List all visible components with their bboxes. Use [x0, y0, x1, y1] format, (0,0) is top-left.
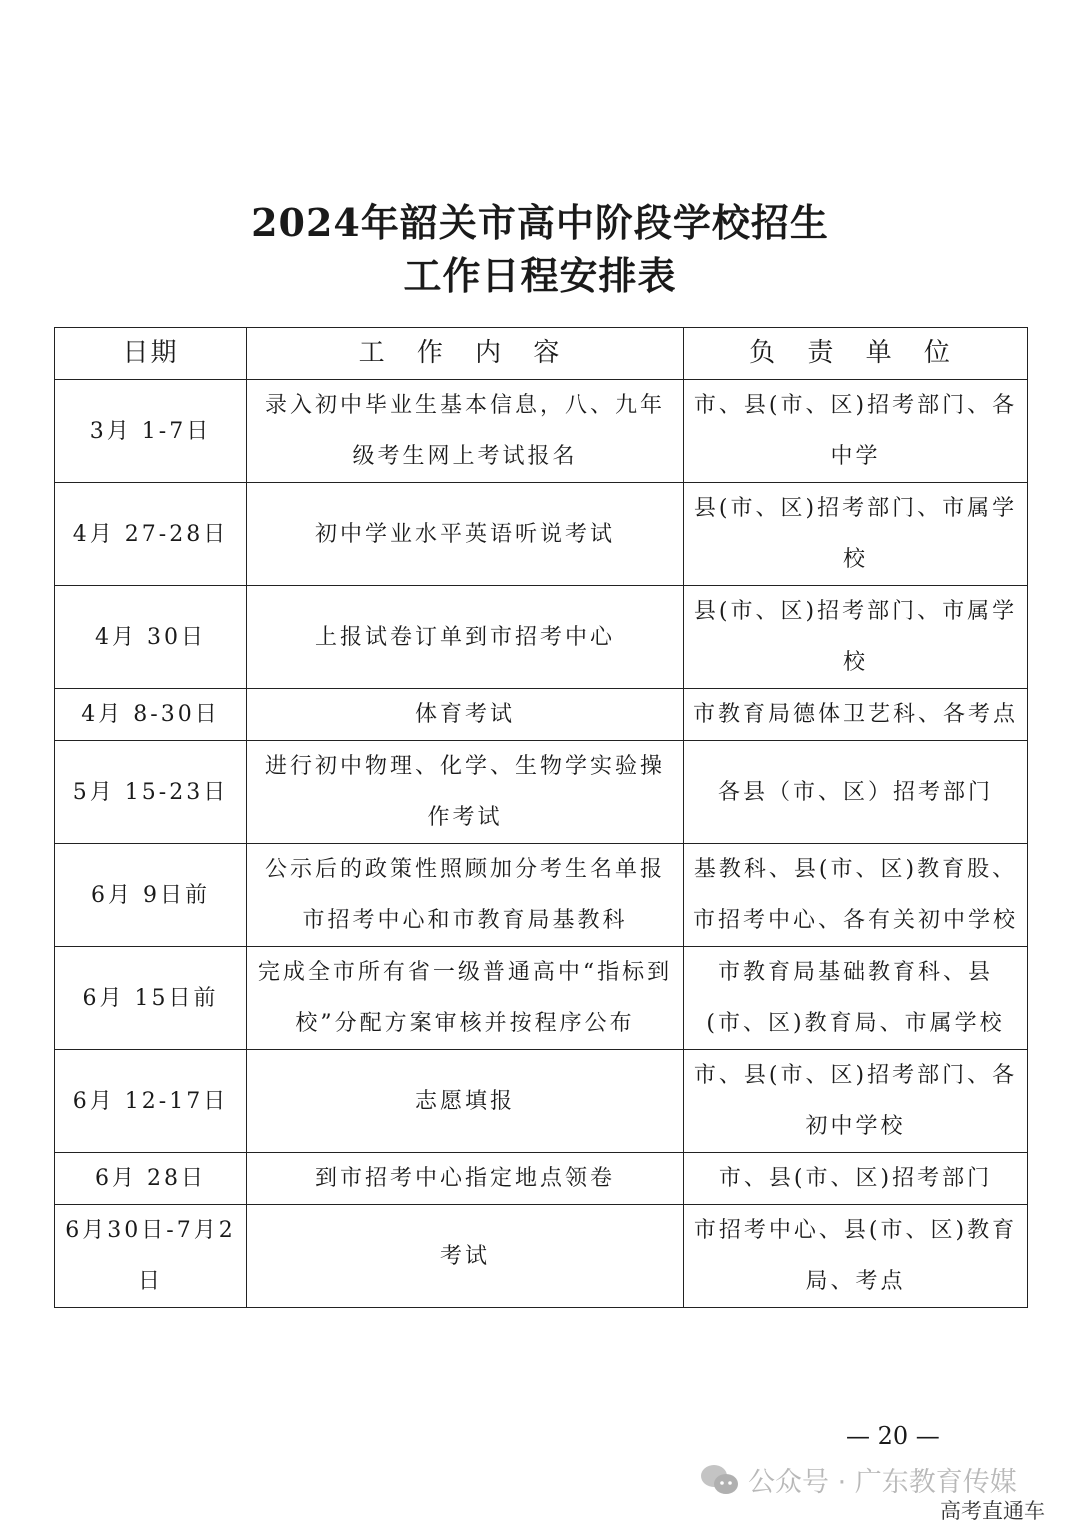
unit-cell: 县(市、区)招考部门、市属学校: [684, 586, 1028, 689]
work-cell: 志愿填报: [247, 1050, 684, 1153]
date-cell: 6月 15日前: [55, 947, 247, 1050]
table-row: [55, 844, 1028, 947]
unit-cell: 市招考中心、县(市、区)教育局、考点: [684, 1205, 1028, 1308]
table-row: [55, 1153, 1028, 1205]
unit-cell: 基教科、县(市、区)教育股、市招考中心、各有关初中学校: [684, 844, 1028, 947]
watermark-overlay: 高考直通车: [940, 1499, 1045, 1523]
table-body: [55, 380, 1028, 1308]
work-cell: 考试: [247, 1205, 684, 1308]
header-unit: 负 责 单 位: [684, 328, 1028, 380]
table-row: [55, 947, 1028, 1050]
work-cell: 体育考试: [247, 689, 684, 741]
watermark-text: 公众号 · 广东教育传媒: [748, 1467, 1017, 1498]
header-work: 工 作 内 容: [247, 328, 684, 380]
date-cell: 4月 27-28日: [55, 483, 247, 586]
date-cell: 6月 28日: [55, 1153, 247, 1205]
date-cell: 6月30日-7月2日: [55, 1205, 247, 1308]
date-cell: 4月 30日: [55, 586, 247, 689]
work-cell: 进行初中物理、化学、生物学实验操作考试: [247, 741, 684, 844]
date-cell: 4月 8-30日: [55, 689, 247, 741]
header-date: 日期: [55, 328, 247, 380]
wechat-icon: [700, 1464, 740, 1496]
unit-cell: 市教育局基础教育科、县(市、区)教育局、市属学校: [684, 947, 1028, 1050]
table-row: [55, 741, 1028, 844]
table-row: [55, 586, 1028, 689]
work-cell: 录入初中毕业生基本信息，八、九年级考生网上考试报名: [247, 380, 684, 483]
unit-cell: 市、县(市、区)招考部门、各初中学校: [684, 1050, 1028, 1153]
schedule-table: [54, 327, 1028, 1308]
table-row: [55, 483, 1028, 586]
watermark: [700, 1460, 1017, 1499]
document-title-line1: 2024年韶关市高中阶段学校招生: [251, 200, 829, 245]
document-title-line2: 工作日程安排表: [403, 253, 677, 298]
table-row: [55, 689, 1028, 741]
date-cell: 5月 15-23日: [55, 741, 247, 844]
table-header-row: [55, 328, 1028, 380]
unit-cell: 市教育局德体卫艺科、各考点: [684, 689, 1028, 741]
page-number: — 20 —: [846, 1422, 940, 1450]
work-cell: 完成全市所有省一级普通高中“指标到校”分配方案审核并按程序公布: [247, 947, 684, 1050]
table-row: [55, 380, 1028, 483]
date-cell: 6月 12-17日: [55, 1050, 247, 1153]
unit-cell: 市、县(市、区)招考部门: [684, 1153, 1028, 1205]
work-cell: 到市招考中心指定地点领卷: [247, 1153, 684, 1205]
table-row: [55, 1050, 1028, 1153]
work-cell: 公示后的政策性照顾加分考生名单报市招考中心和市教育局基教科: [247, 844, 684, 947]
date-cell: 3月 1-7日: [55, 380, 247, 483]
date-cell: 6月 9日前: [55, 844, 247, 947]
unit-cell: 市、县(市、区)招考部门、各中学: [684, 380, 1028, 483]
unit-cell: 县(市、区)招考部门、市属学校: [684, 483, 1028, 586]
unit-cell: 各县（市、区）招考部门: [684, 741, 1028, 844]
table-row: [55, 1205, 1028, 1308]
work-cell: 上报试卷订单到市招考中心: [247, 586, 684, 689]
work-cell: 初中学业水平英语听说考试: [247, 483, 684, 586]
